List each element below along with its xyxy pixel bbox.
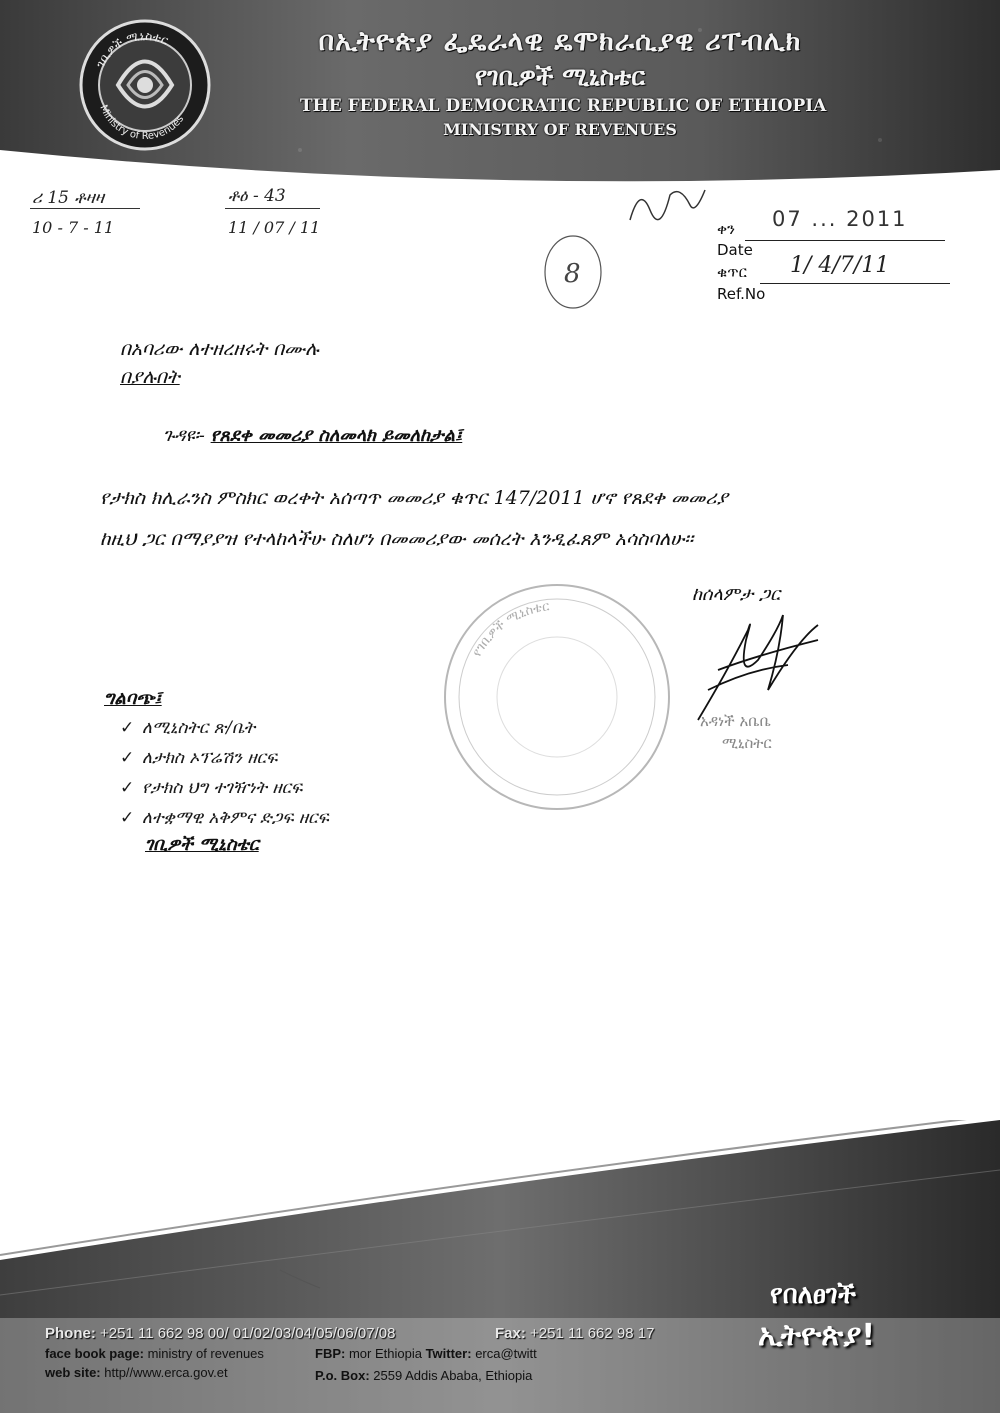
ref-line [760,283,950,284]
recipient-line: በአባሪው ለተዘረዘሩት በሙሉ [120,338,319,360]
date-label-amharic: ቀን [717,220,735,238]
circled-number: 8 [564,259,581,289]
facebook-value: ministry of revenues [147,1346,264,1361]
cc-organization: ገቢዎች ሚኒስቴር [145,834,259,855]
fax-label: Fax: [495,1325,526,1342]
twitter-label: Twitter: [425,1346,472,1361]
cc-item-text: ለተቋማዊ አቅምና ድጋፍ ዘርፍ [142,808,329,828]
ref-label-english: Ref.No [717,285,766,303]
ref-label-amharic: ቁጥር [717,263,747,281]
phone-label: Phone: [45,1325,96,1342]
stamp-text: የገቢዎች ሚኒስቴር [469,599,551,660]
footer-website [45,1365,228,1380]
handwritten-note-left-bottom: 10 - 7 - 11 [32,218,115,237]
check-icon: ✓ [120,808,135,828]
note-divider-left [30,208,140,209]
closing-regards: ከሰላምታ ጋር [692,584,781,605]
pobox-value: 2559 Addis Ababa, Ethiopia [373,1368,533,1383]
note-divider-mid [225,208,320,209]
phone-value: +251 11 662 98 00/ 01/02/03/04/05/06/07/08 [100,1325,396,1342]
check-icon: ✓ [120,748,135,768]
fbp-value: mor Ethiopia [348,1346,422,1361]
footer-facebook [45,1346,264,1361]
footer-fax [495,1325,654,1342]
cc-item [120,718,255,738]
subject-text: የጸደቀ መመሪያ ስለመላክ ይመለከታል፤ [210,425,463,446]
cc-item [120,808,329,828]
circled-mark [538,232,608,312]
official-stamp [440,580,675,815]
fax-value: +251 11 662 98 17 [530,1325,655,1342]
web-value: http//www.erca.gov.et [104,1365,228,1380]
handwritten-note-mid-top: ቶዕ - 43 [228,186,286,206]
cc-item-text: ለታክስ ኦፕሬሽን ዘርፍ [142,748,278,768]
cc-label: ግልባጭ፤ [104,688,162,709]
check-icon: ✓ [120,778,135,798]
cc-item [120,748,277,768]
footer-pobox [315,1368,532,1383]
header-ministry-amharic: የገቢዎች ሚኒስቴር [474,62,646,91]
handwritten-note-left-top: ሪ 15 ቶዛዛ [32,188,105,208]
cc-item-text: የታክስ ህግ ተገዥነት ዘርፍ [142,778,303,798]
fbp-label: FBP: [315,1346,346,1361]
logo-text-bottom: Ministry of Revenues [97,103,187,143]
check-icon: ✓ [120,718,135,738]
ministry-logo [78,18,212,152]
signer-name: አዳነች አቤቤ [700,712,771,730]
twitter-value: erca@twitt [475,1346,537,1361]
slogan-line-2: ኢትዮጵያ! [758,1318,876,1353]
body-line-1: የታክስ ክሊራንስ ምስክር ወረቀት አሰጣጥ መመሪያ ቁጥር 147/2011 ሆኖ የጸደቀ መመሪያ [100,487,728,509]
recipient-location: በያሉበት [120,366,180,388]
facebook-label: face book page: [45,1346,144,1361]
letterhead-header [0,0,1000,190]
body-line-2: ከዚህ ጋር በማያያዝ የተላከላችሁ ስለሆነ በመመሪያው መሰረት እንዲፈጸም አሳስባለሁ፡፡ [100,528,694,550]
subject-label: ጉዳዩ፡- [163,425,205,446]
header-title-amharic: በኢትዮጵያ ፌዴራላዊ ዴሞክራሲያዊ ሪፐብሊክ [318,26,802,57]
signer-title: ሚኒስትር [722,734,772,752]
footer-phone [45,1325,395,1342]
slogan-line-1: የበለፀገች [770,1280,857,1310]
letterhead-footer [0,1120,1000,1413]
footer-fbp [315,1346,537,1361]
web-label: web site: [45,1365,101,1380]
header-title-english: THE FEDERAL DEMOCRATIC REPUBLIC OF ETHIOPIA [300,96,827,116]
pobox-label: P.o. Box: [315,1368,370,1383]
initial-scribble [620,180,710,230]
handwritten-note-mid-bottom: 11 / 07 / 11 [228,218,321,237]
cc-item [120,778,302,798]
cc-item-text: ለሚኒስትር ጽ/ቤት [142,718,256,738]
svg-text:የገቢዎች ሚኒስቴር [470,599,551,659]
date-label-english: Date [717,241,753,259]
ref-value: 1/ 4/7/11 [790,253,890,278]
header-ministry-english: MINISTRY OF REVENUES [443,120,677,139]
logo-text-top: ገቢዎች ሚኒስቴር [93,28,171,70]
subject-line [163,425,462,446]
date-line [745,240,945,241]
date-value: 07 ... 2011 [772,207,908,231]
